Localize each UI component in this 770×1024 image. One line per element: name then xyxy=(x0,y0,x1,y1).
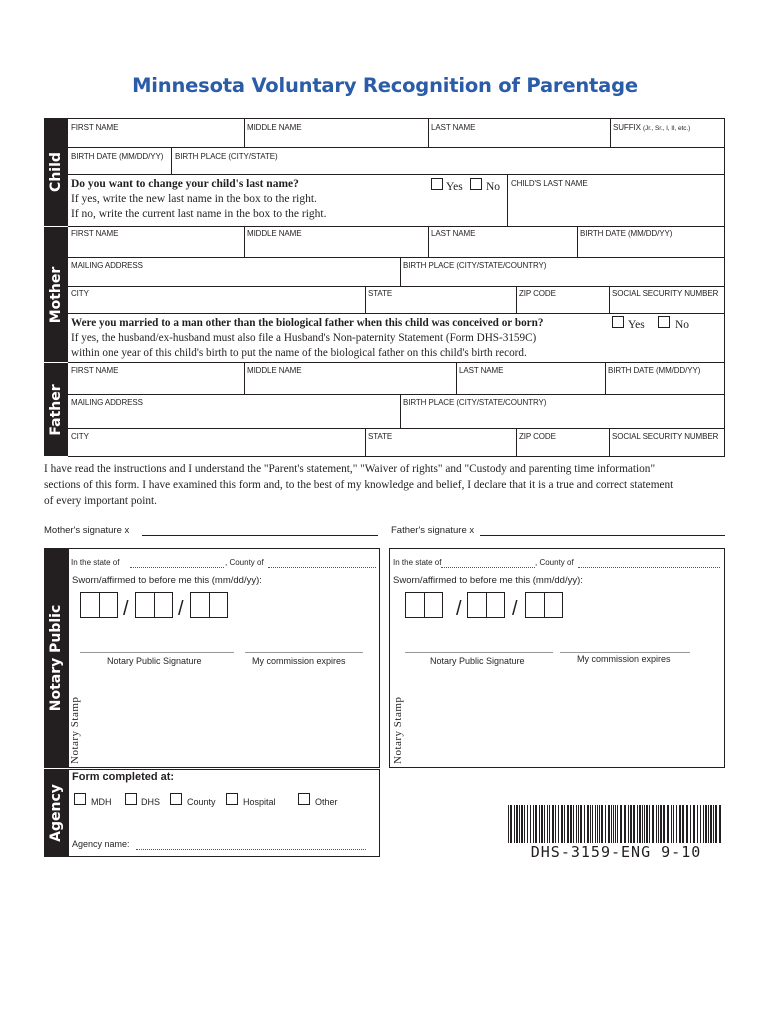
mother-sworn-dd[interactable] xyxy=(135,592,173,618)
father-first-name-label: FIRST NAME xyxy=(71,366,119,375)
mother-city-label: CITY xyxy=(71,289,89,298)
child-change-yes-checkbox[interactable] xyxy=(431,178,443,190)
father-last-name-label: LAST NAME xyxy=(459,366,504,375)
mother-sworn-yy[interactable] xyxy=(190,592,228,618)
form-number: DHS-3159-ENG 9-10 xyxy=(530,843,702,861)
mother-notary-signature-line[interactable] xyxy=(80,652,234,653)
mother-last-name-label: LAST NAME xyxy=(431,229,476,238)
mother-county-field[interactable] xyxy=(268,567,376,568)
agency-county-checkbox[interactable] xyxy=(170,793,182,805)
mother-married-yes-checkbox[interactable] xyxy=(612,316,624,328)
mother-married-no-checkbox[interactable] xyxy=(658,316,670,328)
mother-ssn-label: SOCIAL SECURITY NUMBER xyxy=(612,289,719,298)
mother-in-state-label: In the state of xyxy=(71,558,120,567)
father-commission-line[interactable] xyxy=(560,652,690,653)
section-child: Child xyxy=(44,118,68,226)
mother-sworn-label: Sworn/affirmed to before me this (mm/dd/yy): xyxy=(72,575,262,586)
mother-zip-label: ZIP CODE xyxy=(519,289,556,298)
agency-dhs-label: DHS xyxy=(141,797,161,807)
father-sworn-mm[interactable] xyxy=(405,592,443,618)
father-commission-label: My commission expires xyxy=(577,654,671,664)
mother-state-field[interactable] xyxy=(130,567,224,568)
father-birth-place-label: BIRTH PLACE (CITY/STATE/COUNTRY) xyxy=(403,398,547,407)
father-state-field[interactable] xyxy=(441,567,535,568)
mother-mailing-address-label: MAILING ADDRESS xyxy=(71,261,143,270)
date-slash: / xyxy=(123,598,129,620)
father-county-label: , County of xyxy=(535,558,574,567)
child-change-no-checkbox[interactable] xyxy=(470,178,482,190)
agency-name-label: Agency name: xyxy=(72,839,130,849)
father-city-label: CITY xyxy=(71,432,89,441)
father-notary-signature-label: Notary Public Signature xyxy=(430,656,525,666)
child-birth-date-label: BIRTH DATE (MM/DD/YY) xyxy=(71,152,164,161)
date-slash: / xyxy=(456,598,462,620)
childs-last-name-label: CHILD'S LAST NAME xyxy=(511,179,588,188)
form-title: Minnesota Voluntary Recognition of Parentage xyxy=(132,74,638,97)
father-signature-line[interactable] xyxy=(480,535,725,536)
barcode-image xyxy=(508,805,724,843)
child-change-yes-label: Yes xyxy=(446,181,463,193)
agency-other-label: Other xyxy=(315,797,338,807)
child-birth-place-label: BIRTH PLACE (CITY/STATE) xyxy=(175,152,278,161)
section-agency: Agency xyxy=(44,769,68,857)
agency-mdh-label: MDH xyxy=(91,797,112,807)
section-notary: Notary Public xyxy=(44,548,68,768)
agency-other-checkbox[interactable] xyxy=(298,793,310,805)
mother-notary-signature-label: Notary Public Signature xyxy=(107,656,202,666)
child-last-name-question: Do you want to change your child's last name? If yes, write the new last name in the box to the right. If no, write the current last name in the box to the right. xyxy=(71,178,327,220)
father-notary-signature-line[interactable] xyxy=(405,652,553,653)
father-state-label: STATE xyxy=(368,432,393,441)
child-middle-name-label: MIDDLE NAME xyxy=(247,123,302,132)
mother-commission-line[interactable] xyxy=(245,652,363,653)
child-change-no-label: No xyxy=(486,181,501,193)
father-zip-label: ZIP CODE xyxy=(519,432,556,441)
father-middle-name-label: MIDDLE NAME xyxy=(247,366,302,375)
father-sworn-yy[interactable] xyxy=(525,592,563,618)
mother-signature-line[interactable] xyxy=(142,535,378,536)
mother-state-label: STATE xyxy=(368,289,393,298)
agency-name-field[interactable] xyxy=(136,849,366,850)
section-father: Father xyxy=(44,363,68,456)
agency-hospital-label: Hospital xyxy=(243,797,276,807)
section-mother: Mother xyxy=(44,227,68,362)
father-county-field[interactable] xyxy=(578,567,720,568)
date-slash: / xyxy=(512,598,518,620)
agency-dhs-checkbox[interactable] xyxy=(125,793,137,805)
father-notary-stamp-label: Notary Stamp xyxy=(392,696,404,764)
form-completed-at-label: Form completed at: xyxy=(72,771,175,783)
agency-mdh-checkbox[interactable] xyxy=(74,793,86,805)
child-suffix-label: SUFFIX (Jr., Sr., I, II, etc.) xyxy=(613,123,691,132)
father-mailing-address-label: MAILING ADDRESS xyxy=(71,398,143,407)
father-ssn-label: SOCIAL SECURITY NUMBER xyxy=(612,432,719,441)
date-slash: / xyxy=(178,598,184,620)
mother-married-no-label: No xyxy=(675,319,690,331)
father-signature-label: Father's signature x xyxy=(391,525,475,536)
mother-county-label: , County of xyxy=(225,558,264,567)
child-last-name-label: LAST NAME xyxy=(431,123,476,132)
father-birth-date-label: BIRTH DATE (MM/DD/YY) xyxy=(608,366,701,375)
mother-middle-name-label: MIDDLE NAME xyxy=(247,229,302,238)
mother-birth-place-label: BIRTH PLACE (CITY/STATE/COUNTRY) xyxy=(403,261,547,270)
mother-sworn-mm[interactable] xyxy=(80,592,118,618)
mother-notary-stamp-label: Notary Stamp xyxy=(69,696,81,764)
agency-county-label: County xyxy=(187,797,216,807)
child-first-name-label: FIRST NAME xyxy=(71,123,119,132)
mother-married-yes-label: Yes xyxy=(628,319,645,331)
father-sworn-dd[interactable] xyxy=(467,592,505,618)
declaration-text: I have read the instructions and I understand the "Parent's statement," "Waiver of rights" and "Custody and parenting time information" sections of this form. I have examined this form and, to the best of my knowledge and belief, I declare that it is a true and correct statement of every important point. xyxy=(44,463,674,507)
father-in-state-label: In the state of xyxy=(393,558,442,567)
mother-birth-date-label: BIRTH DATE (MM/DD/YY) xyxy=(580,229,673,238)
agency-hospital-checkbox[interactable] xyxy=(226,793,238,805)
mother-commission-label: My commission expires xyxy=(252,656,346,666)
mother-first-name-label: FIRST NAME xyxy=(71,229,119,238)
mother-married-question: Were you married to a man other than the biological father when this child was conceived or born? If yes, the husband/ex-husband must also file a Husband's Non-paternity Statement (Form DHS-3159C) within one year of this child's birth to put the name of the biological father on this child's birth record. xyxy=(71,317,544,359)
mother-signature-label: Mother's signature x xyxy=(44,525,130,536)
father-sworn-label: Sworn/affirmed to before me this (mm/dd/yy): xyxy=(393,575,583,586)
